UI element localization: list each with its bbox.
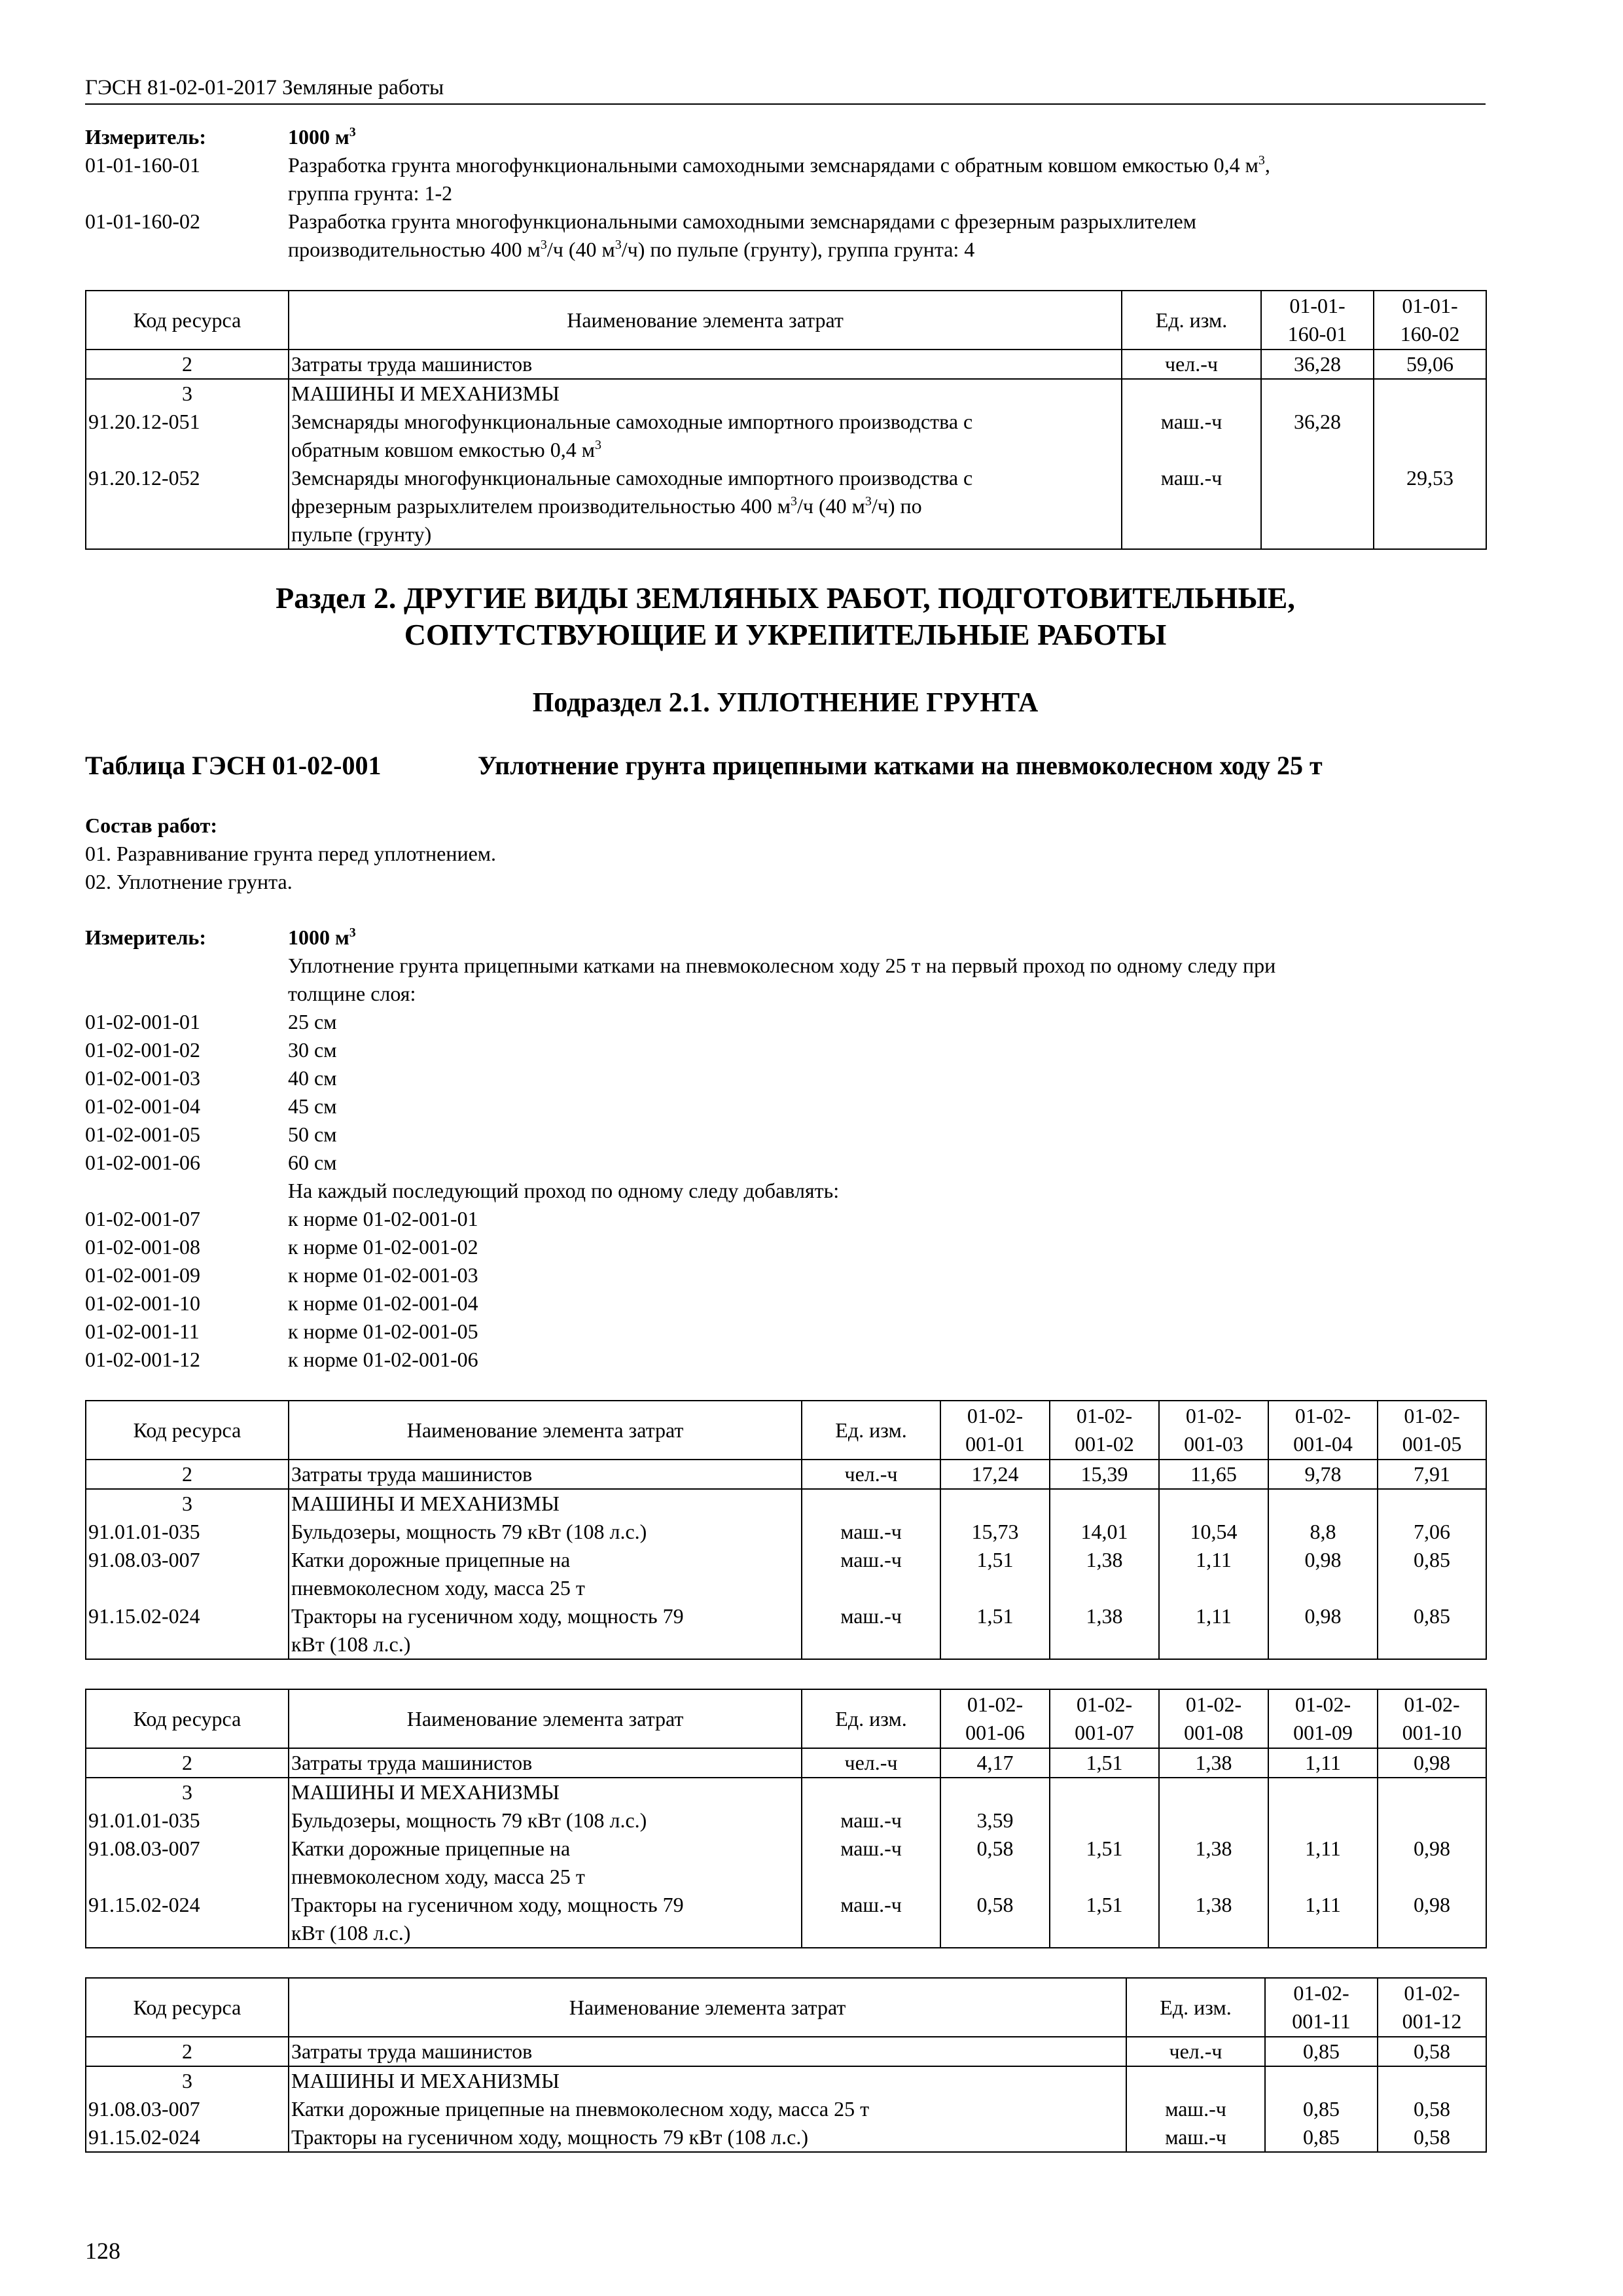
header-norm: 01-02- 001-08 xyxy=(1159,1689,1268,1748)
norm-code: 01-02-001-04 xyxy=(85,1094,200,1118)
running-head: ГЭСН 81-02-01-2017 Земляные работы xyxy=(85,72,1486,105)
header-unit: Ед. изм. xyxy=(1126,1978,1265,2037)
header-norm: 01-02- 001-04 xyxy=(1268,1401,1378,1460)
header-code: Код ресурса xyxy=(86,1689,289,1748)
table-row: 3 МАШИНЫ И МЕХАНИЗМЫ xyxy=(86,2066,1486,2095)
meter-value: 1000 $м^3$ xyxy=(288,925,356,949)
norm-code: 01-02-001-02 xyxy=(85,1038,200,1062)
norm-description: Разработка грунта многофункциональными самоходными земснарядами с фрезерным разрыхлителем производительностью 400 $м^3/ч$ (40 $м^3/ч$) по пульпе (грунту), группа грунта: 4 xyxy=(288,209,1196,261)
resource-table-4 xyxy=(85,1977,1487,2153)
page-number: 128 xyxy=(85,2238,120,2264)
table-row: 2 Затраты труда машинистов чел.-ч 4,17 1,51 1,38 1,11 0,98 xyxy=(86,1748,1486,1778)
meter-label: Измеритель: xyxy=(85,125,206,149)
table-row: 3 МАШИНЫ И МЕХАНИЗМЫ xyxy=(86,1778,1486,1806)
header-name: Наименование элемента затрат xyxy=(289,1401,802,1460)
header-unit: Ед. изм. xyxy=(802,1401,940,1460)
norm-code: 01-01-160-01 xyxy=(85,153,200,177)
table-row: 3 МАШИНЫ И МЕХАНИЗМЫ xyxy=(86,1489,1486,1518)
norm-note: На каждый последующий проход по одному следу добавлять: xyxy=(288,1179,840,1202)
table-row: 91.15.02-024 Тракторы на гусеничном ходу, мощность 79 кВт (108 л.с.) маш.-ч 0,85 0,58 xyxy=(86,2123,1486,2152)
header-unit: Ед. изм. xyxy=(802,1689,940,1748)
norm-code: 01-02-001-06 xyxy=(85,1151,200,1174)
meter-label: Измеритель: xyxy=(85,925,206,949)
resource-table-2 xyxy=(85,1400,1487,1660)
subsection-title: Подраздел 2.1. УПЛОТНЕНИЕ ГРУНТА xyxy=(532,688,1039,718)
norm-code: 01-02-001-12 xyxy=(85,1348,200,1371)
header-norm: 01-01- 160-02 xyxy=(1374,291,1486,350)
table-row: 91.15.02-024 Тракторы на гусеничном ходу, мощность 79 кВт (108 л.с.) маш.-ч 0,58 1,51 1,38 1,11 0,98 xyxy=(86,1891,1486,1948)
header-name: Наименование элемента затрат xyxy=(289,1689,802,1748)
table-row: 2 Затраты труда машинистов чел.-ч 36,28 59,06 xyxy=(86,350,1486,379)
header-name: Наименование элемента затрат xyxy=(289,1978,1126,2037)
header-code: Код ресурса xyxy=(86,1401,289,1460)
page xyxy=(85,72,1486,2153)
header-name: Наименование элемента затрат xyxy=(289,291,1122,350)
section-title: Раздел 2. ДРУГИЕ ВИДЫ ЗЕМЛЯНЫХ РАБОТ, ПОДГОТОВИТЕЛЬНЫЕ, СОПУТСТВУЮЩИЕ И УКРЕПИТЕЛЬНЫЕ РАБОТЫ xyxy=(276,581,1295,651)
norm-code: 01-02-001-08 xyxy=(85,1235,200,1259)
table-row: 91.01.01-035 Бульдозеры, мощность 79 кВт (108 л.с.) маш.-ч 3,59 xyxy=(86,1806,1486,1835)
header-norm: 01-02- 001-06 xyxy=(940,1689,1050,1748)
table-row: 2 Затраты труда машинистов чел.-ч 17,24 15,39 11,65 9,78 7,91 xyxy=(86,1460,1486,1489)
meter-block-1 xyxy=(85,123,1486,264)
work-composition-title: Состав работ: xyxy=(85,814,218,837)
resource-table-3 xyxy=(85,1689,1487,1948)
work-item: 02. Уплотнение грунта. xyxy=(85,870,293,893)
norm-code: 01-02-001-07 xyxy=(85,1207,200,1230)
meter-value: 1000 $м^3$ xyxy=(288,125,356,149)
table-row: 2 Затраты труда машинистов чел.-ч 0,85 0,58 xyxy=(86,2037,1486,2066)
table-row: 3 МАШИНЫ И МЕХАНИЗМЫ xyxy=(86,379,1486,408)
norm-code: 01-02-001-11 xyxy=(85,1319,200,1343)
norm-description: Уплотнение грунта прицепными катками на пневмоколесном ходу 25 т на первый проход по одному следу при толщине слоя: xyxy=(288,954,1276,1005)
header-norm: 01-02- 001-05 xyxy=(1378,1401,1486,1460)
norm-code: 01-02-001-05 xyxy=(85,1122,200,1146)
norm-code: 01-02-001-10 xyxy=(85,1291,200,1315)
table-row: 91.08.03-007 Катки дорожные прицепные на пневмоколесном ходу, масса 25 т маш.-ч 0,58 1,51 1,38 1,11 0,98 xyxy=(86,1835,1486,1891)
meter-block-2: Измеритель: 1000 $м^3$ Уплотнение грунта прицепными катками на пневмоколесном ходу 25 т на первый проход по одному следу при толщине слоя: 01-02-001-01 25 см 01-02-001-02 30 см 01-02-001-03 40 см 01-02-001-04 45 см 01-02-001-05 50 см 01-02-001-06 60 см На каждый последующий проход по одному следу добавлять: 01-02-001-07 к норме 01-02-001-01 01-02-001-08 к норме 01-02-001-02 01-02-001-09 к норме 01-02-001-03 01-02-001-10 к норме 01-02-001-04 01-02-001-11 к норме 01-02-001-05 01-02-001-12 к норме 01-02-001-06 xyxy=(85,924,1486,1374)
resource-table-1 xyxy=(85,290,1487,550)
header-unit: Ед. изм. xyxy=(1122,291,1261,350)
norm-code: 01-01-160-02 xyxy=(85,209,200,233)
norm-description: Разработка грунта многофункциональными самоходными земснарядами с обратным ковшом емкостью 0,4 $м^3$, группа грунта: 1-2 xyxy=(288,153,1270,205)
work-item: 01. Разравнивание грунта перед уплотнением. xyxy=(85,842,497,865)
table-row: 91.15.02-024 Тракторы на гусеничном ходу, мощность 79 кВт (108 л.с.) маш.-ч 1,51 1,38 1,11 0,98 0,85 xyxy=(86,1602,1486,1659)
table-row: 91.08.03-007 Катки дорожные прицепные на пневмоколесном ходу, масса 25 т маш.-ч 0,85 0,58 xyxy=(86,2095,1486,2123)
header-code: Код ресурса xyxy=(86,1978,289,2037)
header-norm: 01-02- 001-11 xyxy=(1265,1978,1378,2037)
header-norm: 01-02- 001-09 xyxy=(1268,1689,1378,1748)
table-title: Таблица ГЭСН 01-02-001 Уплотнение грунта прицепными катками на пневмоколесном ходу 25 т xyxy=(85,751,1323,780)
header-norm: 01-02- 001-03 xyxy=(1159,1401,1268,1460)
header-norm: 01-02- 001-10 xyxy=(1378,1689,1486,1748)
table-row: 91.01.01-035 Бульдозеры, мощность 79 кВт (108 л.с.) маш.-ч 15,73 14,01 10,54 8,8 7,06 xyxy=(86,1518,1486,1546)
header-norm: 01-01- 160-01 xyxy=(1261,291,1374,350)
header-norm: 01-02- 001-02 xyxy=(1050,1401,1159,1460)
table-row: 91.20.12-051 Земснаряды многофункциональные самоходные импортного производства с обратным ковшом емкостью 0,4 $м^3$ маш.-ч 36,28 xyxy=(86,408,1486,464)
norm-code: 01-02-001-09 xyxy=(85,1263,200,1287)
header-norm: 01-02- 001-07 xyxy=(1050,1689,1159,1748)
norm-code: 01-02-001-03 xyxy=(85,1066,200,1090)
table-row: 91.20.12-052 Земснаряды многофункциональные самоходные импортного производства с фрезерным разрыхлителем производительностью 400 $м^3/ч$ (40 $м^3/ч$) по пульпе (грунту) маш.-ч 29,53 xyxy=(86,464,1486,549)
header-norm: 01-02- 001-12 xyxy=(1378,1978,1486,2037)
header-code: Код ресурса xyxy=(86,291,289,350)
work-composition xyxy=(85,812,1486,896)
table-row: 91.08.03-007 Катки дорожные прицепные на пневмоколесном ходу, масса 25 т маш.-ч 1,51 1,38 1,11 0,98 0,85 xyxy=(86,1546,1486,1602)
header-norm: 01-02- 001-01 xyxy=(940,1401,1050,1460)
norm-code: 01-02-001-01 xyxy=(85,1010,200,1033)
